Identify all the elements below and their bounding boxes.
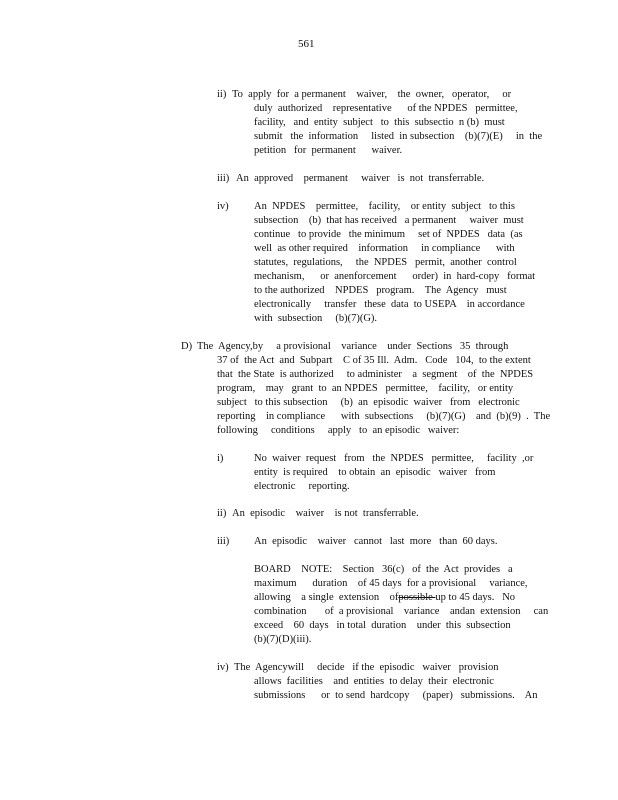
board-note-line: maximum duration of 45 days for a provisional variance,: [254, 578, 528, 589]
para-D-line: The Agency,by a provisional variance under Sections 35 through: [197, 341, 509, 352]
para-D-iv-line: The Agencywill decide if the episodic waiver provision: [234, 662, 499, 673]
page-number: 561: [298, 38, 315, 50]
para-D-line: 37 of the Act and Subpart C of 35 Ill. Adm. Code 104, to the extent: [217, 355, 531, 366]
board-note-line: (b)(7)(D)(iii).: [254, 634, 312, 645]
para-D-line: subject to this subsection (b) an episodic waiver from electronic: [217, 397, 520, 408]
para-iii-marker: iii): [217, 173, 230, 184]
para-D-line: reporting in compliance with subsections (b)(7)(G) and (b)(9) . The: [217, 411, 551, 422]
para-iv-line: with subsection (b)(7)(G).: [254, 313, 378, 324]
board-note-text: allowing a single extension of: [254, 592, 399, 603]
para-iii-text: An approved permanent waiver is not transferrable.: [236, 173, 485, 184]
board-note-line: combination of a provisional variance andan extension can: [254, 606, 549, 617]
para-D-i-line: entity is required to obtain an episodic waiver from: [254, 467, 496, 478]
para-D-ii-marker: ii): [217, 508, 227, 519]
para-D-iii-text: An episodic waiver cannot last more than 60 days.: [254, 536, 498, 547]
para-D-i-marker: i): [217, 453, 224, 464]
para-D-iv-line: allows facilities and entities to delay their electronic: [254, 676, 494, 687]
para-D-iv-line: submissions or to send hardcopy (paper) submissions. An: [254, 690, 538, 701]
para-iv-line: to the authorized NPDES program. The Agency must: [254, 285, 507, 296]
para-iv-line: mechanism, or anenforcement order) in hard-copy format: [254, 271, 536, 282]
para-ii-marker: ii): [217, 89, 227, 100]
para-ii-line: facility, and entity subject to this subsectio n (b) must: [254, 117, 505, 128]
para-iv-line: continue to provide the minimum set of NPDES data (as: [254, 229, 523, 240]
para-iv-line: electronically transfer these data to USEPA in accordance: [254, 299, 525, 310]
para-D-line: that the State is authorized to administer a segment of the NPDES: [217, 369, 534, 380]
para-D-i-line: electronic reporting.: [254, 481, 350, 492]
para-ii-line: duly authorized representative of the NPDES permittee,: [254, 103, 518, 114]
para-iv-line: subsection (b) that has received a permanent waiver must: [254, 215, 524, 226]
para-D-iv-marker: iv): [217, 662, 229, 673]
para-ii-line: petition for permanent waiver.: [254, 145, 403, 156]
para-D-line: program, may grant to an NPDES permittee, facility, or entity: [217, 383, 514, 394]
para-iv-marker: iv): [217, 201, 229, 212]
board-note-line: exceed 60 days in total duration under this subsection: [254, 620, 511, 631]
struck-text: possible: [398, 592, 436, 603]
para-D-line: following conditions apply to an episodic waiver:: [217, 425, 460, 436]
para-D-i-line: No waiver request from the NPDES permittee, facility ,or: [254, 453, 534, 464]
para-iv-line: statutes, regulations, the NPDES permit, another control: [254, 257, 517, 268]
para-D-iii-marker: iii): [217, 536, 230, 547]
para-iv-line: An NPDES permittee, facility, or entity subject to this: [254, 201, 515, 212]
para-iv-line: well as other required information in compliance with: [254, 243, 515, 254]
board-note-line: BOARD NOTE: Section 36(c) of the Act provides a: [254, 564, 513, 575]
para-ii-line: To apply for a permanent waiver, the owner, operator, or: [232, 89, 512, 100]
board-note-text: up to 45 days. No: [435, 592, 516, 603]
para-D-ii-text: An episodic waiver is not transferrable.: [232, 508, 419, 519]
para-D-marker: D): [181, 341, 193, 352]
board-note-line: [254, 591, 515, 604]
para-ii-line: submit the information listed in subsection (b)(7)(E) in the: [254, 131, 543, 142]
